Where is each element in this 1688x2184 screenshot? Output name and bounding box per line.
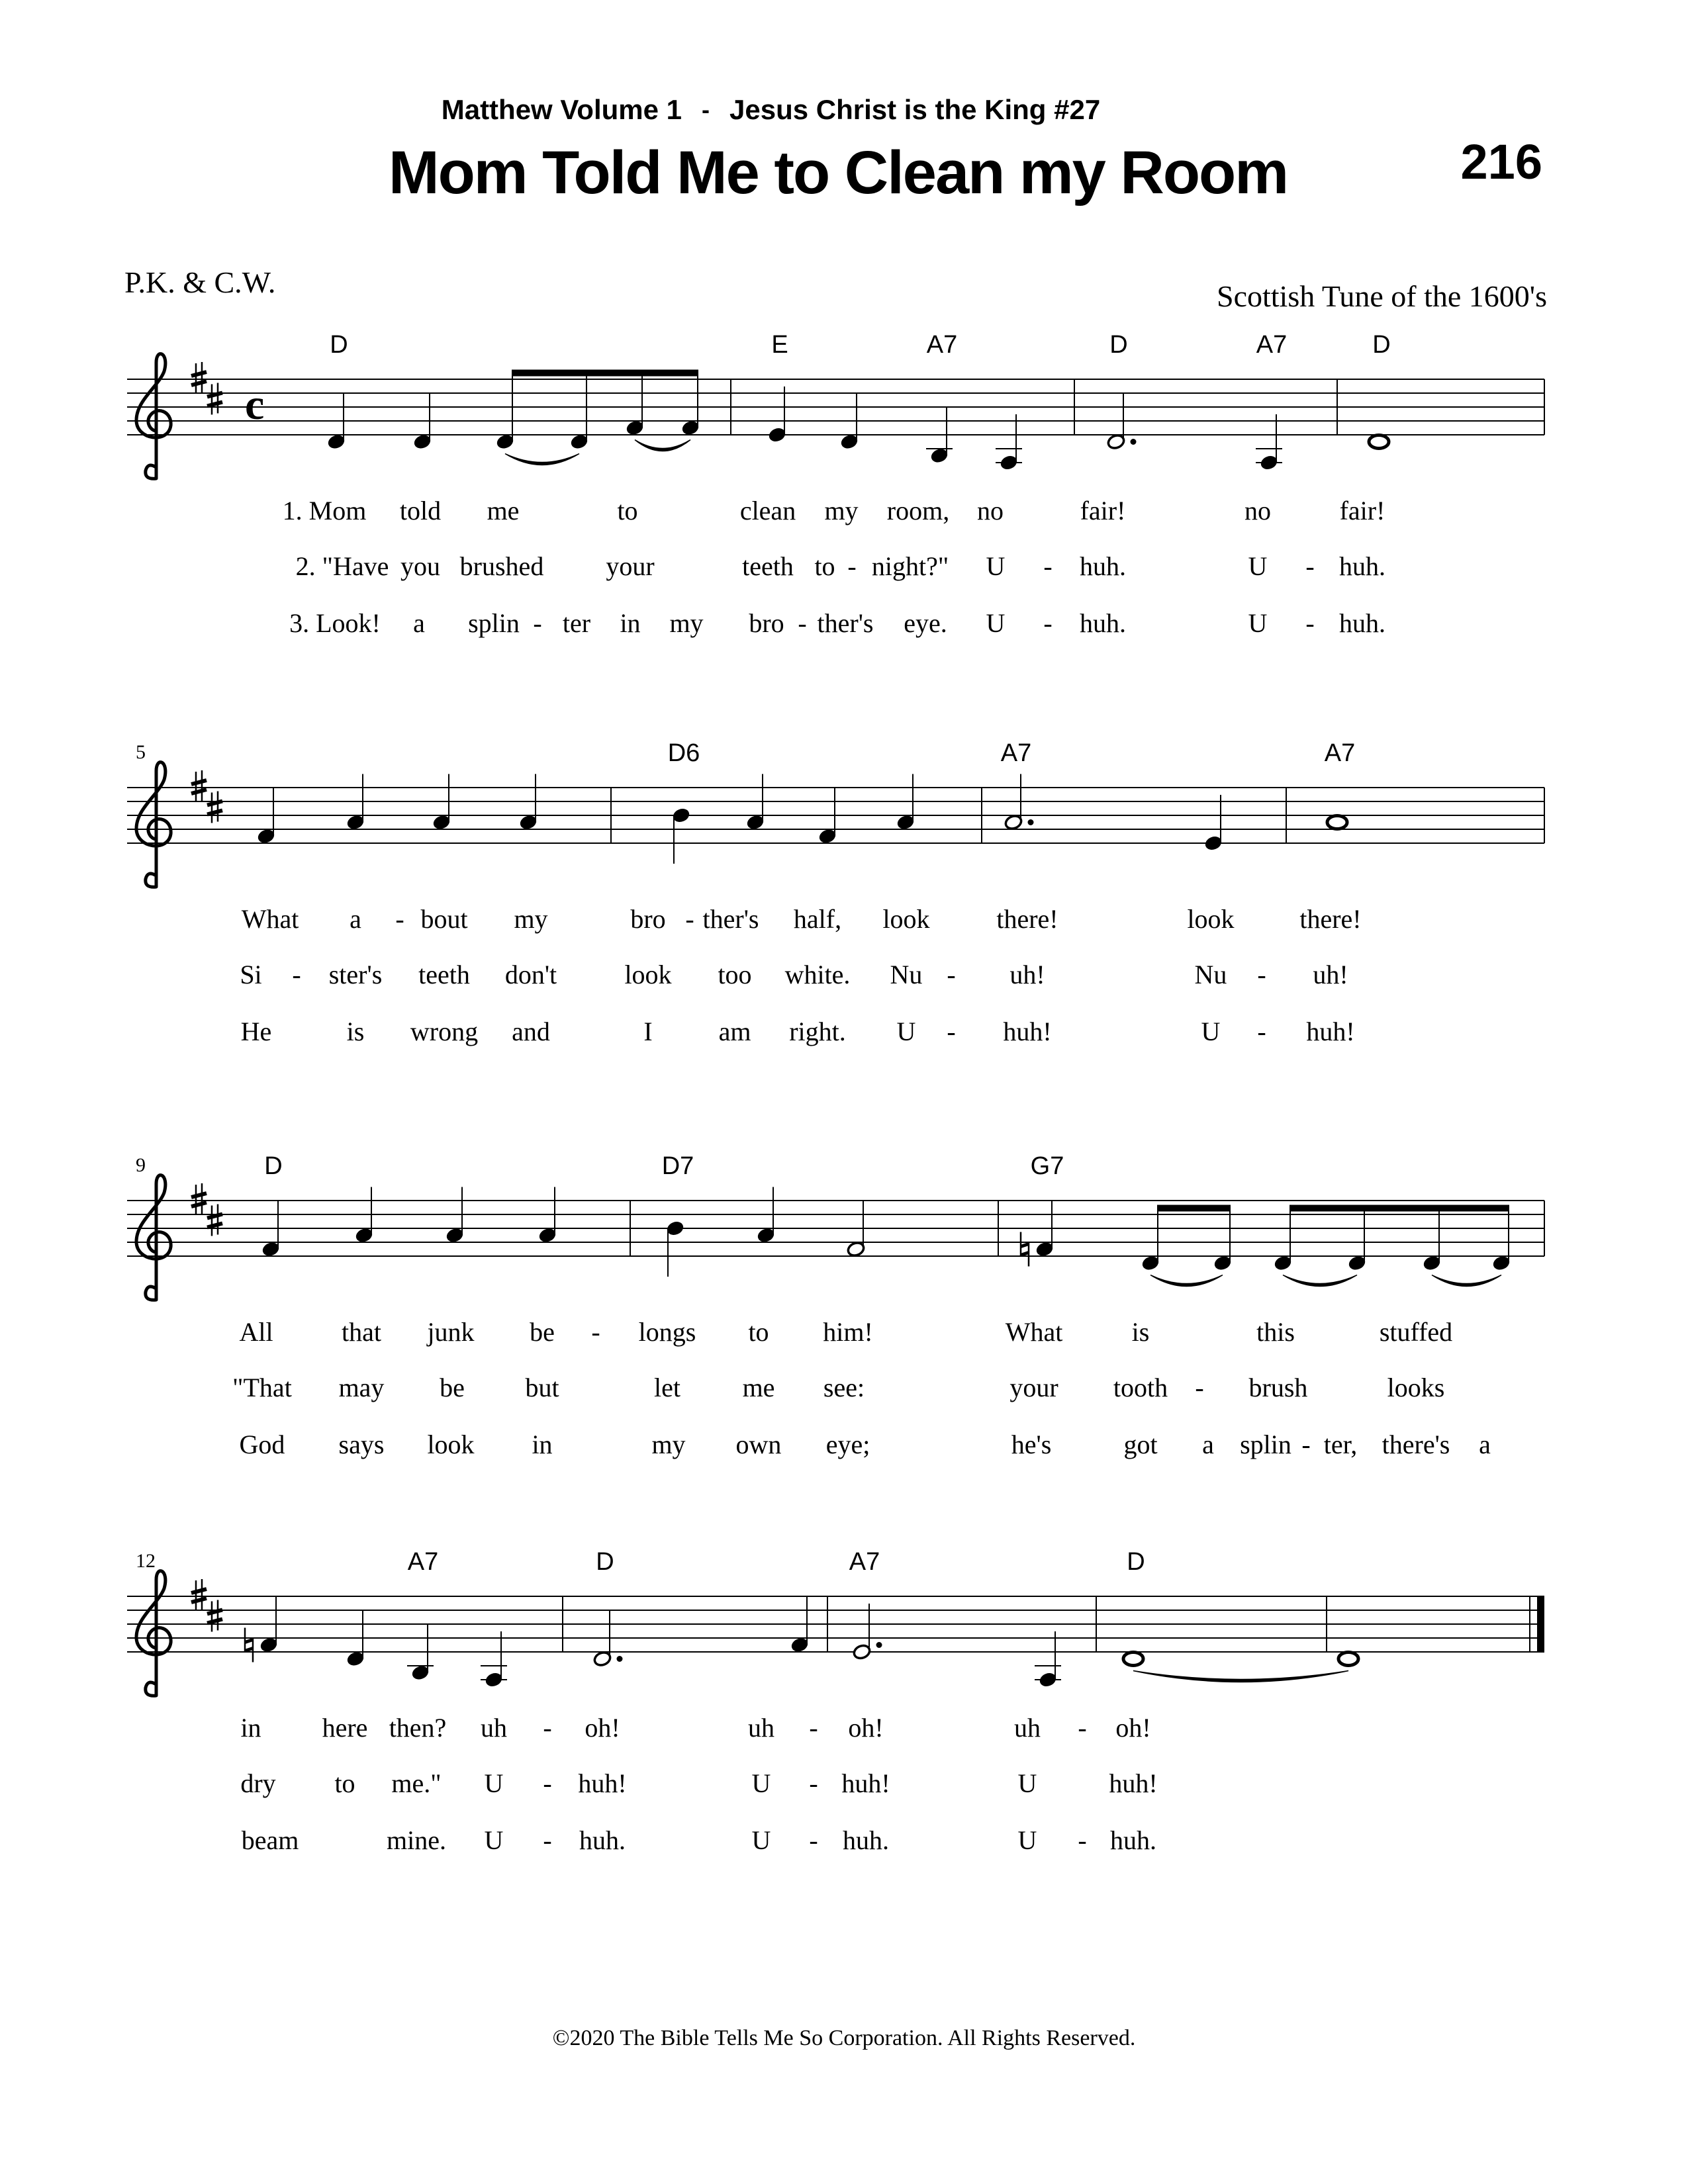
lyric-syllable: don't (504, 960, 557, 989)
lyrics-verse-1 (239, 1317, 1452, 1347)
lyric-syllable: right. (789, 1017, 846, 1046)
note (432, 774, 451, 831)
sharp-icon (191, 362, 207, 394)
lyric-syllable: beam (241, 1825, 299, 1855)
lyric-hyphen: - (1305, 551, 1315, 581)
lyric-hyphen: - (1257, 1017, 1266, 1046)
lyric-syllable: told (399, 496, 442, 525)
lyrics-verse-3 (242, 1825, 1156, 1855)
lyric-syllable: am (718, 1017, 751, 1046)
note (481, 1631, 507, 1688)
staff-system-4 (127, 1548, 1544, 1855)
natural-stroke (1021, 1244, 1029, 1247)
lyrics-verse-1 (240, 1713, 1150, 1743)
lyric-syllable: got (1123, 1430, 1158, 1459)
dot (876, 1642, 882, 1648)
natural-stroke (1021, 1253, 1029, 1255)
note (1327, 816, 1347, 829)
dot (1131, 439, 1137, 445)
chord-symbol: E (771, 331, 788, 359)
lyric-hyphen: - (847, 551, 857, 581)
lyric-syllable: He (240, 1017, 272, 1046)
lyric-syllable: dry (240, 1768, 276, 1798)
lyric-syllable: huh! (1003, 1017, 1052, 1046)
notehead-whole (1338, 1653, 1358, 1666)
lyric-syllable: bro (630, 904, 666, 934)
lyric-syllable: uh (481, 1713, 507, 1743)
note (1338, 1653, 1358, 1666)
staff-system-2 (127, 739, 1544, 1046)
lyric-hyphen: - (1078, 1825, 1087, 1855)
note (847, 1201, 866, 1258)
slur (635, 440, 690, 451)
lyric-syllable: clean (739, 496, 796, 525)
note (413, 394, 432, 451)
chord-symbol: D6 (667, 739, 700, 767)
note (407, 1625, 434, 1682)
beam (512, 370, 698, 377)
lyric-hyphen: - (685, 904, 694, 934)
lyric-syllable: huh. (1080, 608, 1126, 638)
sharp-stroke (191, 372, 207, 376)
slur (1432, 1275, 1501, 1287)
lyric-syllable: eye. (904, 608, 947, 638)
lyric-syllable: ter, (1323, 1430, 1358, 1459)
lyric-syllable: my (651, 1430, 686, 1459)
notehead-whole (1369, 435, 1389, 449)
note (666, 1220, 685, 1277)
note (1369, 435, 1389, 449)
lyric-hyphen: - (1305, 608, 1315, 638)
note (1123, 1653, 1143, 1666)
note (1204, 795, 1223, 852)
treble-clef-icon (136, 1175, 171, 1300)
lyric-hyphen: - (1301, 1430, 1311, 1459)
lyric-syllable: oh! (1115, 1713, 1151, 1743)
sharp-stroke (207, 1224, 222, 1228)
measure-number: 9 (136, 1154, 146, 1176)
lyric-syllable: my (824, 496, 859, 525)
lyric-hyphen: - (292, 960, 301, 989)
lyric-syllable: and (512, 1017, 550, 1046)
notehead-whole (1327, 816, 1347, 829)
note (327, 394, 346, 451)
note (996, 414, 1022, 471)
lyric-syllable: uh! (1009, 960, 1045, 989)
lyric-syllable: tooth (1113, 1373, 1168, 1402)
slur (1150, 1275, 1223, 1287)
staff-system-1 (127, 331, 1544, 638)
lyric-syllable: God (239, 1430, 285, 1459)
chord-symbol: A7 (849, 1548, 880, 1576)
sharp-icon (207, 1600, 222, 1632)
lyric-syllable: huh. (843, 1825, 889, 1855)
chord-symbol: A7 (1000, 739, 1032, 767)
lyric-syllable: to (814, 551, 835, 581)
note (346, 774, 365, 831)
lyric-syllable: to (748, 1317, 769, 1347)
chord-symbol: G7 (1030, 1152, 1064, 1180)
note (896, 774, 915, 831)
lyric-syllable: him! (823, 1317, 873, 1347)
lyric-syllable: 2. "Have (295, 551, 389, 581)
note (257, 788, 276, 845)
lyric-syllable: me (742, 1373, 775, 1402)
natural-stroke (245, 1649, 253, 1651)
note (261, 1201, 281, 1258)
lyric-syllable: my (514, 904, 548, 934)
lyric-syllable: he's (1011, 1430, 1052, 1459)
header (124, 94, 1547, 313)
note (519, 774, 538, 831)
lyric-syllable: ster's (328, 960, 383, 989)
lyrics-verse-3 (289, 608, 1385, 638)
lyric-syllable: ther's (702, 904, 759, 934)
note (768, 387, 787, 443)
slur (1133, 1671, 1348, 1682)
authors: P.K. & C.W. (124, 265, 276, 299)
lyric-syllable: look (1187, 904, 1235, 934)
treble-clef-icon (136, 1571, 171, 1696)
lyric-syllable: U (1201, 1017, 1221, 1046)
lyric-syllable: longs (638, 1317, 696, 1347)
lyric-syllable: let (654, 1373, 680, 1402)
note (1256, 414, 1282, 471)
song-number: 216 (1460, 134, 1542, 189)
lyric-hyphen: - (947, 960, 956, 989)
song-title: Mom Told Me to Clean my Room (388, 139, 1288, 206)
dot (617, 1656, 623, 1662)
lyric-syllable: is (346, 1017, 365, 1046)
lyric-syllable: stuffed (1379, 1317, 1453, 1347)
lyrics-verse-2 (240, 1768, 1157, 1798)
note (593, 1611, 623, 1668)
lyric-hyphen: - (1078, 1713, 1087, 1743)
lyric-syllable: 3. Look! (289, 608, 381, 638)
lyrics-verse-3 (240, 1430, 1491, 1459)
lyric-syllable: no (1244, 496, 1271, 525)
lyric-syllable: look (427, 1430, 475, 1459)
lyric-syllable: huh! (1109, 1768, 1158, 1798)
sharp-icon (191, 770, 207, 802)
lyric-syllable: a (413, 608, 425, 638)
lyric-hyphen: - (809, 1713, 818, 1743)
lyrics-verse-3 (241, 1017, 1355, 1046)
sharp-stroke (207, 1619, 222, 1623)
sharp-stroke (207, 811, 222, 815)
lyric-hyphen: - (591, 1317, 600, 1347)
lyric-syllable: me (487, 496, 520, 525)
staff-system-3 (127, 1152, 1544, 1459)
lyric-syllable: there! (1299, 904, 1362, 934)
natural-stroke (245, 1640, 253, 1643)
beam (1157, 1205, 1231, 1212)
lyric-hyphen: - (543, 1713, 552, 1743)
dot (1028, 819, 1034, 825)
lyric-syllable: U (484, 1768, 504, 1798)
lyric-syllable: you (400, 551, 440, 581)
chord-symbol: D (1109, 331, 1128, 359)
lyric-syllable: oh! (585, 1713, 620, 1743)
lyric-syllable: huh! (1306, 1017, 1355, 1046)
lyrics-verse-2 (296, 551, 1385, 581)
lyric-syllable: bro (749, 608, 784, 638)
treble-clef-icon (136, 354, 171, 479)
lyric-syllable: in (620, 608, 641, 638)
lyric-hyphen: - (809, 1825, 818, 1855)
sharp-stroke (191, 381, 207, 385)
lyric-syllable: look (882, 904, 930, 934)
time-signature-common: c (245, 381, 265, 429)
tune-source: Scottish Tune of the 1600's (1216, 279, 1547, 313)
lyric-syllable: look (624, 960, 672, 989)
lyric-syllable: huh! (841, 1768, 890, 1798)
lyric-hyphen: - (543, 1768, 552, 1798)
natural-icon (1021, 1232, 1029, 1267)
note (496, 370, 515, 451)
lyric-syllable: uh (1014, 1713, 1041, 1743)
lyric-hyphen: - (798, 608, 807, 638)
lyric-syllable: U (1248, 551, 1268, 581)
copyright: ©2020 The Bible Tells Me So Corporation. All Rights Reserved. (552, 2026, 1136, 2050)
lyric-syllable: What (1005, 1317, 1063, 1347)
header-separator: - (702, 96, 710, 123)
lyric-syllable: that (342, 1317, 381, 1347)
lyric-syllable: U (896, 1017, 916, 1046)
lyric-hyphen: - (1043, 551, 1053, 581)
lyric-syllable: teeth (742, 551, 794, 581)
note (1107, 394, 1137, 451)
sharp-stroke (191, 1589, 207, 1593)
lyric-syllable: be (440, 1373, 465, 1402)
chord-symbol: D (1127, 1548, 1145, 1576)
lyric-syllable: ter (562, 608, 591, 638)
lyric-syllable: uh! (1313, 960, 1348, 989)
music-notation (127, 331, 1544, 1855)
chord-symbol: D (264, 1152, 283, 1180)
beam (1289, 1205, 1509, 1212)
lyric-syllable: to (334, 1768, 355, 1798)
chord-symbol: A7 (407, 1548, 439, 1576)
chord-symbol: D7 (661, 1152, 694, 1180)
lyric-syllable: eye; (825, 1430, 870, 1459)
chord-symbol: D (596, 1548, 614, 1576)
lyric-syllable: fair! (1339, 496, 1385, 525)
lyric-syllable: uh (748, 1713, 774, 1743)
lyric-syllable: white. (784, 960, 851, 989)
slur (505, 454, 579, 465)
lyric-syllable: huh. (1339, 551, 1385, 581)
sharp-icon (191, 1183, 207, 1215)
chord-symbol: A7 (926, 331, 958, 359)
lyric-syllable: huh! (578, 1768, 627, 1798)
lyrics-verse-2 (240, 960, 1348, 989)
lyric-hyphen: - (1195, 1373, 1204, 1402)
lyric-syllable: ther's (817, 608, 874, 638)
lyric-syllable: me." (391, 1768, 442, 1798)
subtitle: Jesus Christ is the King #27 (729, 94, 1101, 125)
lyric-syllable: looks (1387, 1373, 1445, 1402)
lyric-syllable: U (986, 608, 1006, 638)
lyric-syllable: U (1017, 1825, 1037, 1855)
lyric-syllable: there! (996, 904, 1058, 934)
lyric-syllable: then? (389, 1713, 447, 1743)
lyric-syllable: bout (420, 904, 468, 934)
lyric-syllable: be (530, 1317, 555, 1347)
lyric-syllable: Nu (890, 960, 923, 989)
lyric-syllable: huh. (1080, 551, 1126, 581)
note (445, 1187, 465, 1244)
lyric-hyphen: - (947, 1017, 956, 1046)
lyric-syllable: but (525, 1373, 559, 1402)
lyric-syllable: in (240, 1713, 261, 1743)
lyric-syllable: All (239, 1317, 273, 1347)
lyric-syllable: huh. (1339, 608, 1385, 638)
lyric-syllable: brushed (459, 551, 544, 581)
chord-symbol: A7 (1256, 331, 1288, 359)
lyric-syllable: is (1131, 1317, 1150, 1347)
sharp-stroke (191, 1203, 207, 1206)
lyric-syllable: a (350, 904, 361, 934)
lyric-syllable: to (617, 496, 638, 525)
slur (1283, 1275, 1357, 1287)
note (346, 1611, 365, 1668)
lyric-syllable: U (1248, 608, 1268, 638)
lyric-syllable: I (643, 1017, 653, 1046)
note (926, 408, 953, 465)
lyric-syllable: your (606, 551, 655, 581)
sharp-icon (191, 1579, 207, 1611)
measure-number: 5 (136, 741, 146, 763)
measure-number: 12 (136, 1550, 156, 1572)
sharp-icon (207, 1205, 222, 1236)
lyric-syllable: teeth (418, 960, 470, 989)
note (672, 807, 691, 864)
lyric-syllable: may (338, 1373, 385, 1402)
note (790, 1597, 810, 1654)
lyric-hyphen: - (1257, 960, 1266, 989)
lyric-syllable: too (718, 960, 752, 989)
lyric-syllable: "That (232, 1373, 292, 1402)
lyric-syllable: see: (823, 1373, 865, 1402)
sharp-icon (207, 792, 222, 823)
lyric-hyphen: - (533, 608, 542, 638)
sharp-icon (207, 383, 222, 415)
lyric-syllable: huh. (579, 1825, 626, 1855)
treble-clef-icon (136, 762, 171, 887)
lyric-hyphen: - (809, 1768, 818, 1798)
sharp-stroke (191, 790, 207, 794)
lyric-syllable: wrong (410, 1017, 479, 1046)
lyric-syllable: brush (1248, 1373, 1308, 1402)
note (818, 788, 837, 845)
lyric-syllable: fair! (1080, 496, 1126, 525)
note (570, 370, 589, 451)
lyrics-verse-1 (242, 904, 1362, 934)
lyric-syllable: this (1256, 1317, 1295, 1347)
chord-symbol: A7 (1324, 739, 1356, 767)
note (538, 1187, 557, 1244)
lyric-syllable: splin (468, 608, 520, 638)
series-label: Matthew Volume 1 (441, 94, 682, 125)
lyric-syllable: splin (1240, 1430, 1291, 1459)
note (1035, 1631, 1061, 1688)
lyric-syllable: U (751, 1768, 771, 1798)
lyric-syllable: a (1479, 1430, 1491, 1459)
final-barline-thick (1537, 1596, 1544, 1652)
lyric-syllable: says (338, 1430, 385, 1459)
lyric-syllable: night?" (871, 551, 949, 581)
lyric-syllable: mine. (387, 1825, 446, 1855)
lyric-syllable: huh. (1110, 1825, 1156, 1855)
lyric-syllable: U (986, 551, 1006, 581)
sharp-stroke (191, 1598, 207, 1602)
chord-symbol: D (1372, 331, 1391, 359)
lyric-syllable: your (1009, 1373, 1058, 1402)
lyric-syllable: here (322, 1713, 368, 1743)
note (746, 774, 765, 831)
lyric-syllable: my (669, 608, 704, 638)
lyric-syllable: in (532, 1430, 553, 1459)
notehead-whole (1123, 1653, 1143, 1666)
lyric-hyphen: - (395, 904, 404, 934)
lyrics-verse-1 (283, 496, 1385, 525)
sharp-stroke (191, 1193, 207, 1197)
lyric-syllable: U (751, 1825, 771, 1855)
lyric-hyphen: - (543, 1825, 552, 1855)
lyric-syllable: half, (793, 904, 842, 934)
lyric-syllable: a (1202, 1430, 1214, 1459)
lyric-syllable: oh! (848, 1713, 884, 1743)
lyric-syllable: U (1017, 1768, 1037, 1798)
lyrics-verse-2 (232, 1373, 1444, 1402)
sharp-stroke (207, 402, 222, 406)
note (840, 394, 859, 451)
lyric-syllable: own (735, 1430, 782, 1459)
lyric-syllable: 1. Mom (282, 496, 367, 525)
lyric-hyphen: - (1043, 608, 1053, 638)
chord-symbol: D (330, 331, 348, 359)
sharp-stroke (191, 780, 207, 784)
note (757, 1187, 776, 1244)
lyric-syllable: no (977, 496, 1004, 525)
lyric-syllable: junk (427, 1317, 475, 1347)
lyric-syllable: What (241, 904, 299, 934)
lyric-syllable: Si (240, 960, 262, 989)
lyric-syllable: room, (886, 496, 950, 525)
lyric-syllable: U (484, 1825, 504, 1855)
natural-icon (245, 1628, 253, 1662)
note (1004, 774, 1034, 831)
lyric-syllable: Nu (1194, 960, 1227, 989)
lyric-syllable: there's (1382, 1430, 1450, 1459)
note (355, 1187, 374, 1244)
